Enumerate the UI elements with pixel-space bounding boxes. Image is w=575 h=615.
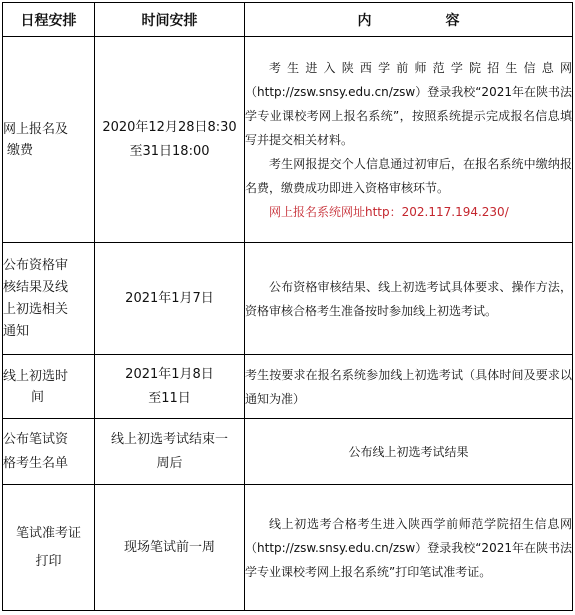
stage-cell xyxy=(3,355,95,419)
stage-line: 笔试准考证 xyxy=(15,525,81,541)
table-header-row xyxy=(3,3,573,37)
content-cell xyxy=(245,37,573,243)
stage-line: 公布笔试资 xyxy=(3,431,69,447)
stage-cell xyxy=(3,37,95,243)
stage-line: 网上报名及 xyxy=(3,121,69,137)
stage-line: 上初选相关 xyxy=(3,301,69,317)
registration-link[interactable]: 网上报名系统网址http：202.117.194.230/ xyxy=(269,204,509,219)
content-cell xyxy=(245,419,573,485)
time-line: 至31日18:00 xyxy=(129,143,210,159)
stage-line: 线上初选时 xyxy=(3,368,69,384)
header-content: 内 容 xyxy=(245,3,573,37)
time-line: 周后 xyxy=(156,455,183,471)
time-line: 至11日 xyxy=(148,390,191,406)
schedule-sheet xyxy=(2,2,572,611)
table-row xyxy=(3,243,573,355)
time-cell xyxy=(95,485,245,611)
stage-cell xyxy=(3,485,95,611)
stage-line: 缴费 xyxy=(7,142,34,158)
content-paragraph: 公布资格审核结果、线上初选考试具体要求、操作方法，资格审核合格考生准备按时参加线上初选考试。 xyxy=(245,279,572,318)
content-cell xyxy=(245,243,573,355)
table-row xyxy=(3,485,573,611)
time-cell xyxy=(95,419,245,485)
stage-line: 公布资格审 xyxy=(3,257,69,273)
table-row xyxy=(3,37,573,243)
time-cell xyxy=(95,243,245,355)
content-cell xyxy=(245,355,573,419)
stage-line: 通知 xyxy=(3,323,30,339)
header-schedule: 日程安排 xyxy=(3,3,95,37)
time-line: 2020年12月28日8:30 xyxy=(102,119,237,135)
table-row xyxy=(3,419,573,485)
content-paragraph: 考生网报提交个人信息通过初审后，在报名系统中缴纳报名费，缴费成功即进入资格审核环节。 xyxy=(245,156,572,195)
time-cell xyxy=(95,37,245,243)
time-line: 线上初选考试结束一 xyxy=(110,431,228,447)
content-paragraph: 考生按要求在报名系统参加线上初选考试（具体时间及要求以通知为准） xyxy=(245,367,572,406)
stage-cell xyxy=(3,243,95,355)
time-cell xyxy=(95,355,245,419)
stage-line: 打印 xyxy=(35,553,62,569)
time-line: 2021年1月7日 xyxy=(125,290,214,306)
time-line: 现场笔试前一周 xyxy=(123,539,215,555)
stage-line: 核结果及线 xyxy=(3,279,69,295)
stage-line: 格考生名单 xyxy=(3,455,69,471)
table-row xyxy=(3,355,573,419)
header-time: 时间安排 xyxy=(95,3,245,37)
content-paragraph: 考生进入陕西学前师范学院招生信息网（http://zsw.snsy.edu.cn/zsw）登录我校“2021年在陕书法学专业课校考网上报名系统”，按照系统提示完成报名信息填写并提交相关材料。 xyxy=(245,60,572,147)
stage-cell xyxy=(3,419,95,485)
content-paragraph: 公布线上初选考试结果 xyxy=(348,444,469,459)
time-line: 2021年1月8日 xyxy=(125,366,214,382)
stage-line: 间 xyxy=(31,389,45,405)
schedule-table xyxy=(2,2,573,611)
content-paragraph: 线上初选考合格考生进入陕西学前师范学院招生信息网（http://zsw.snsy.edu.cn/zsw）登录我校“2021年在陕书法学专业课校考网上报名系统”打印笔试准考证。 xyxy=(245,516,572,579)
content-cell xyxy=(245,485,573,611)
